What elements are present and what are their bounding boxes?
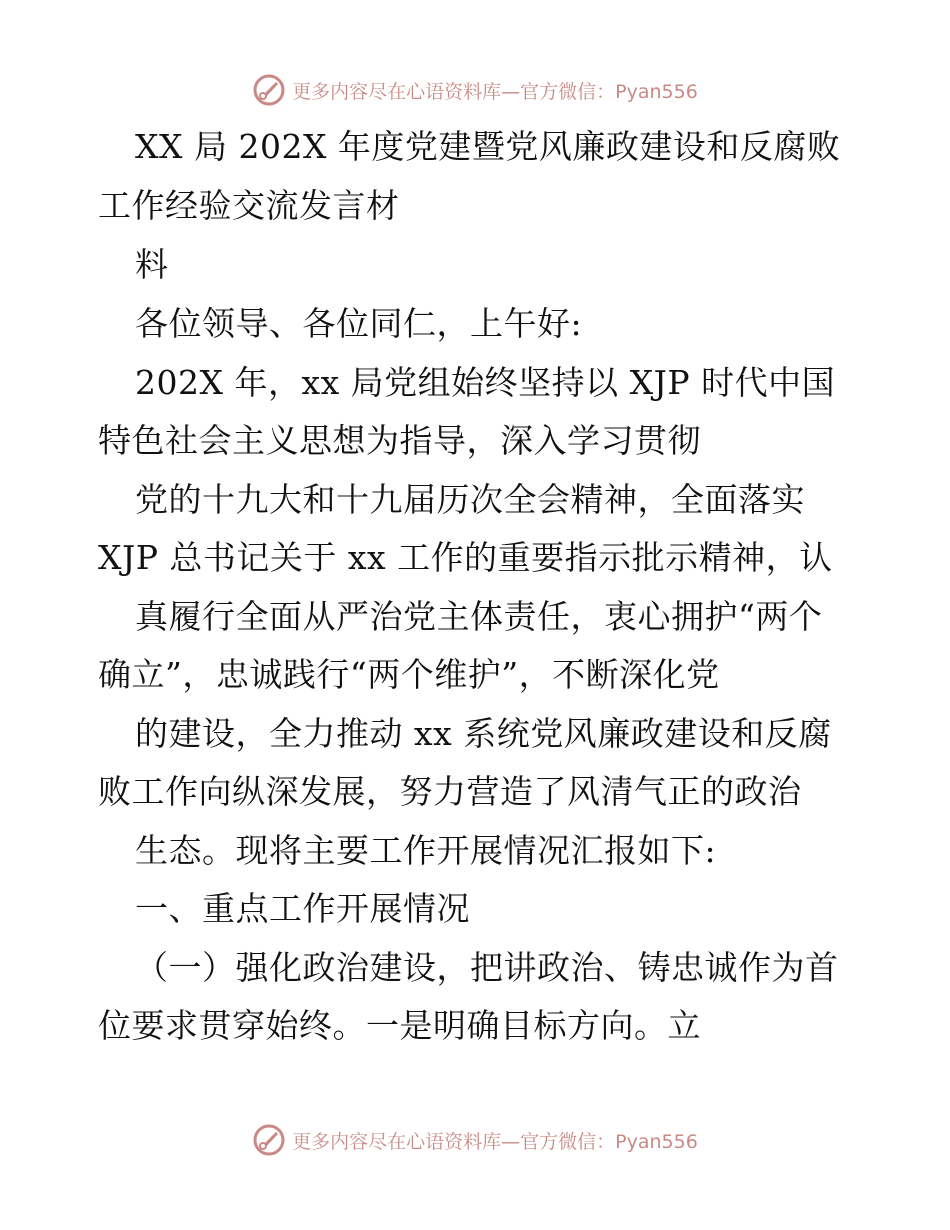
section-heading: 一、重点工作开展情况 bbox=[135, 889, 470, 928]
paragraph-line: 确立”，忠诚践行“两个维护”，不断深化党 bbox=[98, 655, 720, 694]
watermark-group bbox=[252, 73, 698, 107]
footer-watermark bbox=[0, 1120, 950, 1160]
title-line-2: 工作经验交流发言材 bbox=[98, 186, 400, 225]
paragraph-line: 真履行全面从严治党主体责任，衷心拥护“两个 bbox=[135, 597, 823, 636]
title-line-3: 料 bbox=[135, 245, 169, 284]
paragraph-line: 党的十九大和十九届历次全会精神，全面落实 bbox=[135, 480, 805, 519]
paragraph-line: 202X 年，xx 局党组始终坚持以 XJP 时代中国 bbox=[135, 363, 836, 402]
subsection-heading: （一）强化政治建设，把讲政治、铸忠诚作为首 bbox=[135, 948, 839, 987]
header-watermark bbox=[0, 70, 950, 110]
quill-logo-icon bbox=[252, 73, 286, 107]
title-line-1: XX 局 202X 年度党建暨党风廉政建设和反腐败 bbox=[135, 127, 841, 166]
greeting-line: 各位领导、各位同仁，上午好: bbox=[135, 304, 583, 343]
watermark-text: 更多内容尽在心语资料库—官方微信：Pyan556 bbox=[292, 80, 698, 103]
paragraph-line: 的建设，全力推动 xx 系统党风廉政建设和反腐 bbox=[135, 714, 832, 753]
watermark-group bbox=[252, 1123, 698, 1157]
paragraph-line: 位要求贯穿始终。一是明确目标方向。立 bbox=[98, 1006, 701, 1045]
quill-logo-icon bbox=[252, 1123, 286, 1157]
paragraph-line: 特色社会主义思想为指导，深入学习贯彻 bbox=[98, 421, 701, 460]
paragraph-line: 败工作向纵深发展，努力营造了风清气正的政治 bbox=[98, 772, 802, 811]
paragraph-line: 生态。现将主要工作开展情况汇报如下: bbox=[135, 831, 717, 870]
watermark-text: 更多内容尽在心语资料库—官方微信：Pyan556 bbox=[292, 1130, 698, 1153]
paragraph-line: XJP 总书记关于 xx 工作的重要指示批示精神，认 bbox=[98, 538, 833, 577]
